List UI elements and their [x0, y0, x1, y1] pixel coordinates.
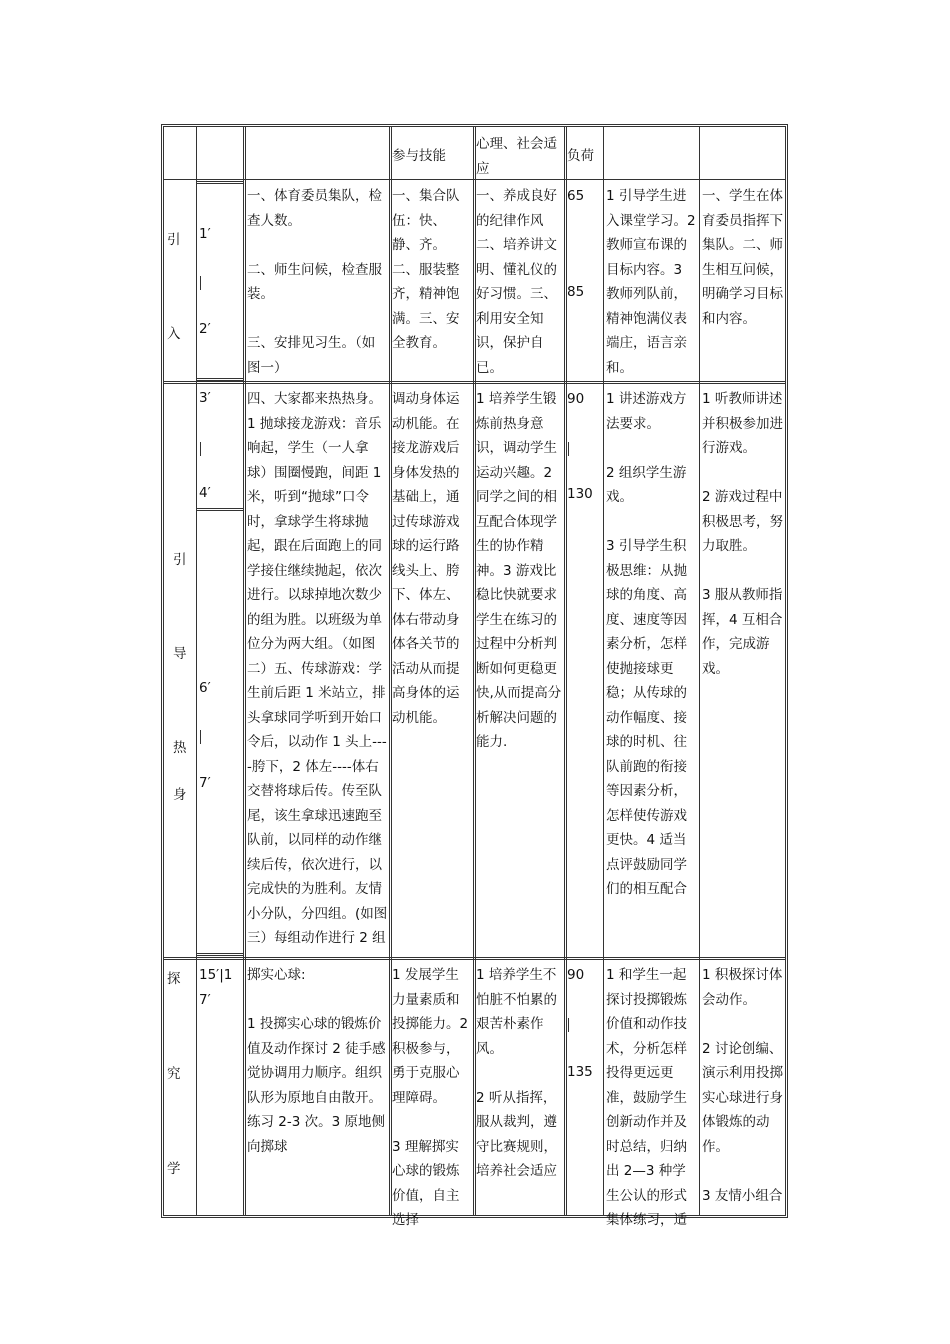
section3-time: 15′|17′	[199, 967, 233, 1008]
time-separator	[200, 276, 201, 290]
col-divider-1	[196, 126, 197, 1216]
section3-content-body: 1 投掷实心球的锻炼价值及动作探讨 2 徒手感觉协调用力顺序。组织队形为原地自由散开。练习 2-3 次。3 原地侧向掷球	[247, 1016, 386, 1155]
section1-content	[247, 184, 388, 380]
section1-skill: 一、集合队伍：快、静、齐。二、服装整齐，精神饱满。三、安全教育。	[392, 188, 460, 351]
time-box-top-1	[197, 181, 244, 184]
header-skill: 参与技能	[392, 148, 446, 164]
section3-skill	[392, 963, 472, 1228]
section2-label-char-4: 身	[173, 787, 187, 803]
load-separator	[568, 1018, 569, 1032]
section2-load-1: 90	[567, 391, 585, 407]
section2-time-3: 6′	[199, 680, 211, 696]
section2-load-2: 130	[567, 486, 593, 502]
section3-teacher: 1 和学生一起探讨投掷锻炼价值和动作技术，分析怎样投得更远更准，鼓励学生创新动作并及时总结，归纳出 2—3 种学生公认的形式集体练习，适	[606, 967, 687, 1228]
section1-time-2: 2′	[199, 321, 211, 337]
section1-label-char-1: 引	[167, 232, 181, 248]
section2-teacher-line-2: 2 组织学生游戏。	[606, 464, 687, 505]
section3-load-2: 135	[567, 1064, 593, 1080]
section2-student-line-3: 3 服从教师指挥，4 互相合作，完成游戏。	[702, 587, 783, 677]
section2-psych: 1 培养学生锻炼前热身意识，调动学生运动兴趣。2 同学之间的相互配合体现学生的协作精神。3 游戏比稳比快就要求学生在练习的过程中分析判断如何更稳更快,从而提高分析解决问题的能力.	[476, 391, 562, 750]
load-separator	[568, 442, 569, 456]
section1-psych: 一、养成良好的纪律作风二、培养讲文明、懂礼仪的好习惯。三、利用安全知识，保护自已。	[476, 188, 557, 376]
header-load: 负荷	[567, 148, 594, 164]
header-psych: 心理、社会适应	[476, 136, 557, 177]
section3-content-title: 掷实心球:	[247, 967, 306, 983]
time-box-top-2	[197, 508, 244, 511]
section2-teacher-line-3: 3 引导学生积极思维：从抛球的角度、高度、速度等因素分析，怎样使抛接球更稳；从传球的动作幅度、接球的时机、往队前跑的衔接等因素分析，怎样使传游戏更快。4 适当点评鼓励同学们的相互配合	[606, 538, 687, 897]
section2-teacher-line-1: 1 讲述游戏方法要求。	[606, 391, 687, 432]
section2-student	[702, 387, 786, 681]
section2-time-1: 3′	[199, 390, 211, 406]
section1-teacher: 1 引导学生进入课堂学习。2 教师宣布课的目标内容。3 教师列队前，精神饱满仪表端庄，语言亲和。	[606, 188, 696, 376]
section1-content-line-3: 三、安排见习生。（如图一）	[247, 335, 376, 376]
section3-content	[247, 963, 388, 1215]
col-divider-2	[243, 126, 246, 1216]
time-box-bottom-1	[197, 378, 244, 381]
time-separator	[200, 442, 201, 456]
section3-student-line-3: 3 友情小组合	[702, 1187, 783, 1204]
section3-skill-line-2: 3 理解掷实心球的锻炼价值，自主选择	[392, 1138, 460, 1228]
time-separator	[200, 730, 201, 744]
section2-label-char-2: 导	[173, 646, 187, 662]
section3-student	[702, 963, 786, 1215]
section2-time-4: 7′	[199, 775, 211, 791]
section1-label-char-2: 入	[167, 326, 181, 342]
section2-student-line-1: 1 听教师讲述并积极参加进行游戏。	[702, 391, 783, 456]
section1-load-1: 65	[567, 188, 585, 204]
section3-label-char-1: 探	[167, 971, 181, 987]
section1-time-1: 1′	[199, 226, 211, 242]
section2-student-line-2: 2 游戏过程中积极思考，努力取胜。	[702, 489, 783, 554]
section3-skill-line-1: 1 发展学生力量素质和投掷能力。2 积极参与，勇于克服心理障碍。	[392, 967, 469, 1106]
section2-skill: 调动身体运动机能。在接龙游戏后身体发热的基础上，通过传球游戏球的运行路线头上、胯下、体左、体右带动身体各关节的活动从而提高身体的运动机能。	[392, 391, 460, 726]
time-box-bottom-2	[197, 953, 244, 956]
section2-content: 四、大家都来热热身。1 抛球接龙游戏：音乐响起，学生（一人拿球）围圈慢跑，间距 1 米，听到“抛球”口令时，拿球学生将球抛起，跟在后面跑上的同学接住继续抛起，依次进行。以球掉地次数少的组为胜。以班级为单位分为两大组。（如图二）五、传球游戏：学生前后距 1 米站立，排头拿球同学听到开始口令后，以动作 1 头上----胯下，2 体左----体右交替将球后传。传至队尾，该生拿球迅速跑至队前，以同样的动作继续后传，依次进行，以完成快的为胜利。友情小分队，分四组。(如图三）每组动作进行 2 组	[247, 391, 388, 946]
section3-psych-line-2: 2 听从指挥，服从裁判，遵守比赛规则，培养社会适应	[476, 1089, 557, 1179]
section1-content-line-1: 一、体育委员集队，检查人数。	[247, 188, 382, 229]
col-divider-6	[603, 126, 604, 1216]
section3-label-char-2: 究	[167, 1066, 181, 1082]
section3-load-1: 90	[567, 967, 585, 983]
section3-psych-line-1: 1 培养学生不怕脏不怕累的艰苦朴素作风。	[476, 967, 557, 1057]
section1-load-2: 85	[567, 284, 585, 300]
section1-content-line-2: 二、师生问候，检查服装。	[247, 261, 382, 302]
section2-time-2: 4′	[199, 485, 211, 501]
section3-student-line-1: 1 积极探讨体会动作。	[702, 967, 783, 1008]
section1-student: 一、学生在体育委员指挥下集队。二、师生相互问候，明确学习目标和内容。	[702, 188, 783, 327]
section3-student-line-2: 2 讨论创编、演示利用投掷实心球进行身体锻炼的动作。	[702, 1040, 783, 1155]
col-divider-7	[699, 126, 700, 1216]
section3-psych	[476, 963, 563, 1215]
section2-label-char-3: 热	[173, 740, 187, 756]
section2-teacher	[606, 387, 698, 902]
section3-label-char-3: 学	[167, 1161, 181, 1177]
section2-label-char-1: 引	[173, 552, 187, 568]
